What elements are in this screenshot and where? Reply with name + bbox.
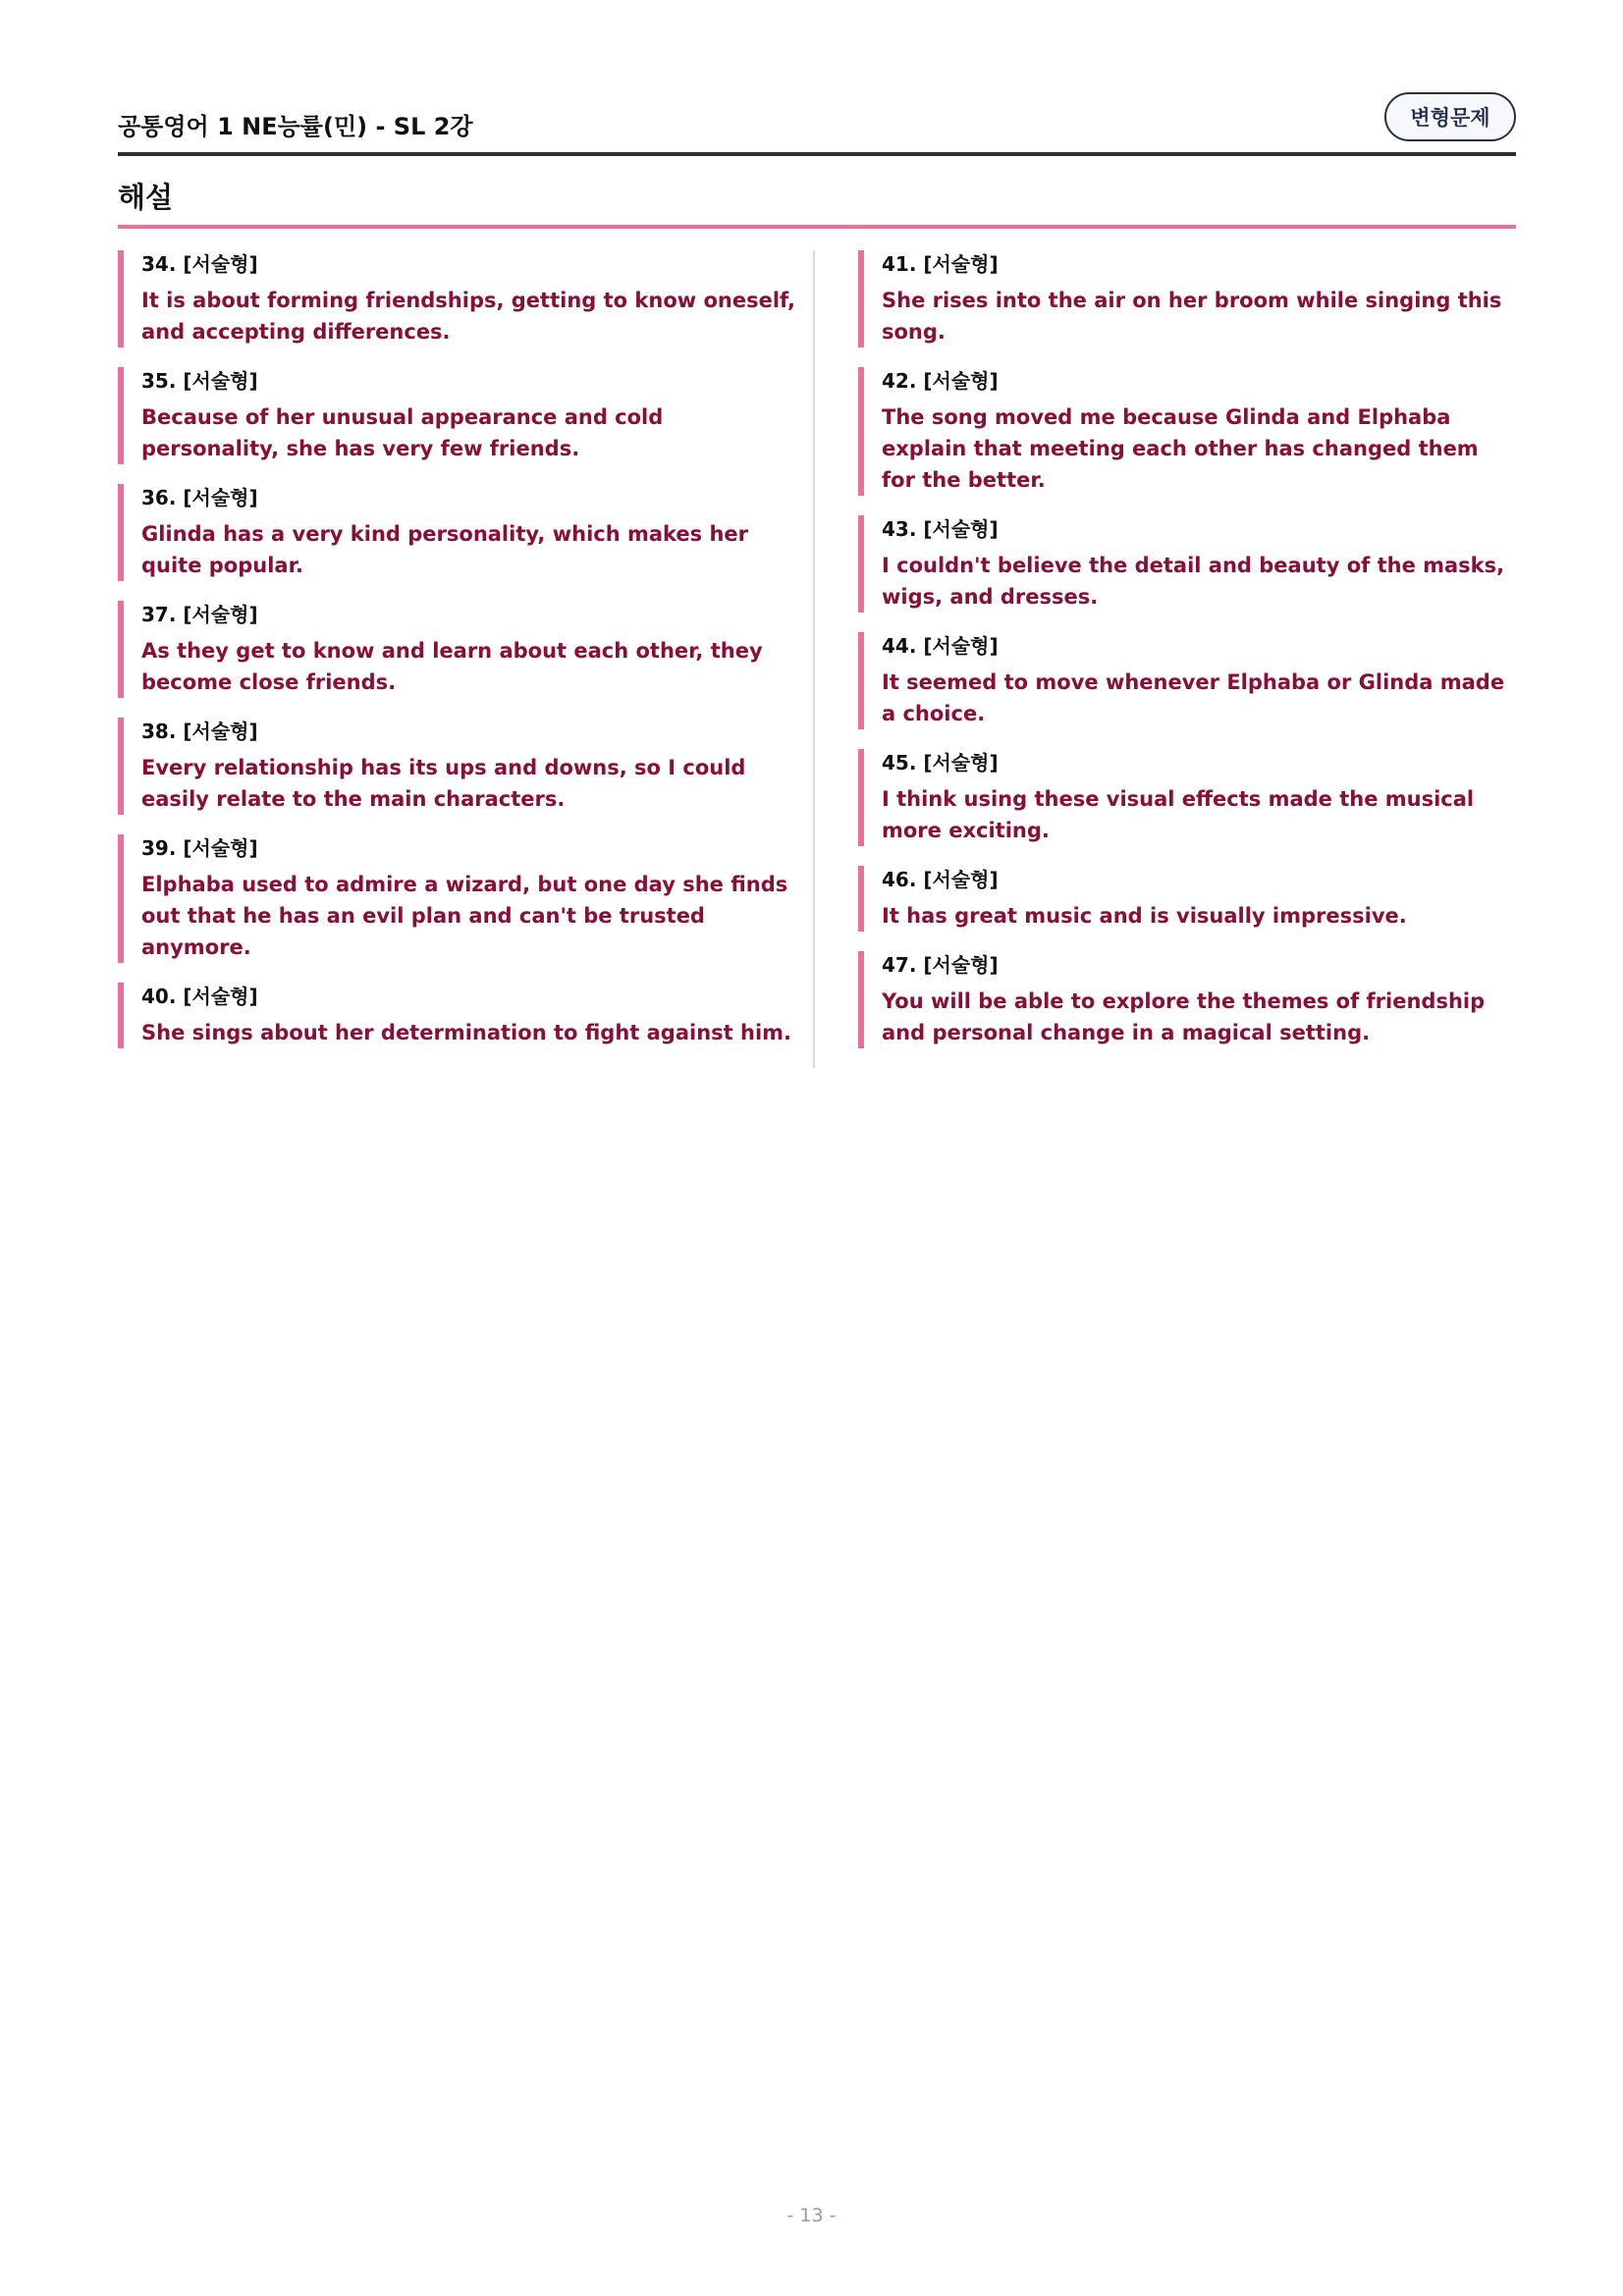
question-number: 41. [서술형] xyxy=(882,252,999,276)
answer-text: Every relationship has its ups and downs, so I could easily relate to the main characters. xyxy=(141,756,746,811)
question-number: 40. [서술형] xyxy=(141,985,258,1008)
answer-text: As they get to know and learn about each other, they become close friends. xyxy=(141,639,763,694)
question-number: 44. [서술형] xyxy=(882,634,999,658)
answer-text: It has great music and is visually impressive. xyxy=(882,904,1407,928)
answer-text: She rises into the air on her broom while singing this song. xyxy=(882,289,1502,344)
question-number: 34. [서술형] xyxy=(141,252,258,276)
answer-text: Glinda has a very kind personality, which makes her quite popular. xyxy=(141,522,749,577)
answer-item-42 xyxy=(858,367,1512,496)
document-page xyxy=(118,91,1516,1068)
answer-text: I think using these visual effects made the musical more exciting. xyxy=(882,787,1475,842)
answer-item-44 xyxy=(858,632,1512,729)
question-number: 45. [서술형] xyxy=(882,751,999,774)
answer-item-40 xyxy=(118,983,803,1048)
section-header xyxy=(118,156,1516,229)
page-header xyxy=(118,91,1516,156)
question-number: 39. [서술형] xyxy=(141,836,258,860)
page-number: - 13 - xyxy=(786,2205,837,2226)
answer-item-45 xyxy=(858,749,1512,846)
answer-text: It seemed to move whenever Elphaba or Glinda made a choice. xyxy=(882,670,1505,725)
answer-text: You will be able to explore the themes of friendship and personal change in a magical setting. xyxy=(882,989,1486,1044)
answer-item-34 xyxy=(118,250,803,347)
question-number: 42. [서술형] xyxy=(882,369,999,393)
answer-item-47 xyxy=(858,951,1512,1048)
answer-text: She sings about her determination to fight against him. xyxy=(141,1021,792,1044)
answer-item-43 xyxy=(858,515,1512,613)
answer-item-35 xyxy=(118,367,803,464)
answer-text: I couldn't believe the detail and beauty of the masks, wigs, and dresses. xyxy=(882,554,1505,609)
answer-item-41 xyxy=(858,250,1512,347)
question-number: 43. [서술형] xyxy=(882,517,999,541)
document-title: 공통영어 1 NE능률(민) - SL 2강 xyxy=(118,113,473,140)
variant-question-badge: 변형문제 xyxy=(1384,92,1516,141)
answer-text: Elphaba used to admire a wizard, but one day she finds out that he has an evil plan and can't be trusted anymore. xyxy=(141,873,788,959)
question-number: 38. [서술형] xyxy=(141,720,258,743)
answer-text: The song moved me because Glinda and Elphaba explain that meeting each other has changed them for the better. xyxy=(882,405,1479,492)
right-column xyxy=(815,250,1512,1068)
left-column xyxy=(118,250,815,1068)
question-number: 35. [서술형] xyxy=(141,369,258,393)
answer-item-39 xyxy=(118,834,803,963)
answer-item-46 xyxy=(858,866,1512,932)
answer-text: It is about forming friendships, getting to know oneself, and accepting differences. xyxy=(141,289,795,344)
answer-columns xyxy=(118,250,1516,1068)
section-title: 해설 xyxy=(118,181,174,214)
question-number: 47. [서술형] xyxy=(882,953,999,977)
question-number: 46. [서술형] xyxy=(882,868,999,891)
answer-item-37 xyxy=(118,601,803,698)
question-number: 37. [서술형] xyxy=(141,603,258,626)
question-number: 36. [서술형] xyxy=(141,486,258,509)
answer-item-36 xyxy=(118,484,803,581)
answer-item-38 xyxy=(118,718,803,815)
answer-text: Because of her unusual appearance and cold personality, she has very few friends. xyxy=(141,405,664,460)
